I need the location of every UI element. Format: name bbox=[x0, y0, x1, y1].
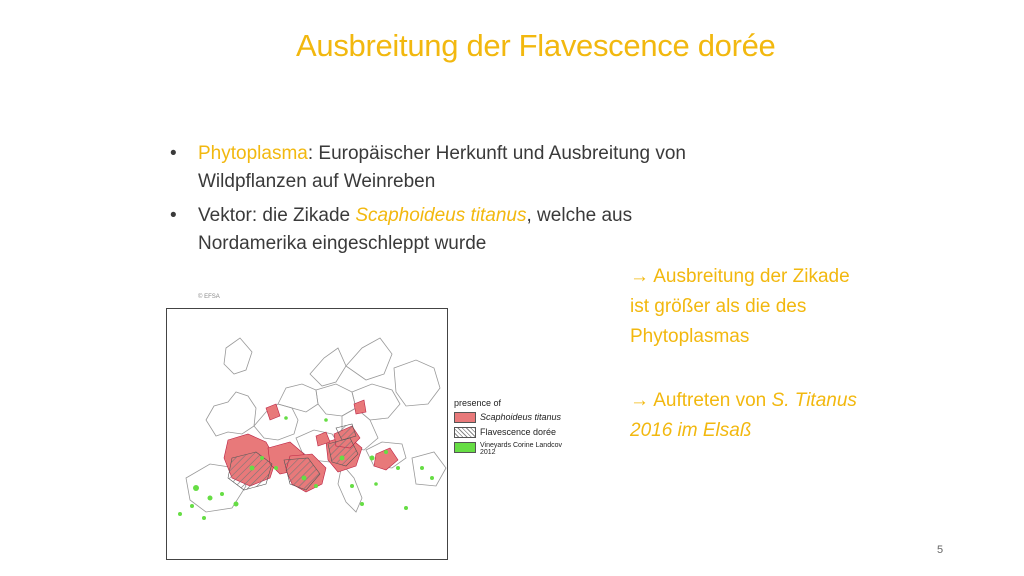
bullet-phytoplasma bbox=[170, 140, 690, 196]
note-occurrence bbox=[630, 386, 870, 446]
bullet-list bbox=[170, 140, 690, 264]
bullet-vektor bbox=[170, 202, 690, 258]
legend-swatch-red bbox=[454, 412, 476, 423]
slide-title: Ausbreitung der Flavescence dorée bbox=[296, 28, 776, 63]
bullet-text-pre: Vektor: die Zikade bbox=[198, 205, 356, 226]
bullet-marker: • bbox=[170, 143, 177, 164]
legend-swatch-green bbox=[454, 442, 476, 453]
arrow-right-icon: → bbox=[630, 266, 649, 287]
map-credit: © EFSA bbox=[198, 294, 220, 300]
bullet-text: : Europäischer Herkunft und Ausbreitung von Wildpflanzen auf Weinreben bbox=[198, 143, 686, 192]
note-spread-text: Ausbreitung der Zikade ist größer als die des Phytoplasmas bbox=[630, 266, 850, 347]
note-spread bbox=[630, 262, 870, 352]
legend-item-flavescence bbox=[454, 427, 574, 438]
page-number: 5 bbox=[937, 544, 944, 556]
legend-item-vineyards bbox=[454, 442, 574, 456]
legend-label: Scaphoideus titanus bbox=[480, 412, 562, 422]
arrow-right-icon: → bbox=[630, 390, 649, 411]
map-legend bbox=[454, 398, 574, 456]
legend-label: Flavescence dorée bbox=[480, 427, 557, 437]
legend-swatch-hatched bbox=[454, 427, 476, 438]
note-occurrence-italic: S. Titanus 2016 im Elsaß bbox=[630, 390, 857, 441]
map-frame bbox=[167, 309, 448, 560]
europe-map bbox=[166, 308, 448, 560]
legend-item-scaphoideus bbox=[454, 412, 574, 423]
bullet-marker: • bbox=[170, 205, 177, 226]
term-phytoplasma: Phytoplasma bbox=[198, 143, 308, 164]
bullet-text-post: , welche aus Nordamerika eingeschleppt wurde bbox=[198, 205, 633, 254]
legend-heading: presence of bbox=[454, 398, 502, 408]
note-occurrence-pre: Auftreten von bbox=[649, 390, 772, 411]
species-name: Scaphoideus titanus bbox=[355, 205, 527, 226]
legend-label: Vineyards Corine Landcov 2012 bbox=[480, 442, 562, 456]
